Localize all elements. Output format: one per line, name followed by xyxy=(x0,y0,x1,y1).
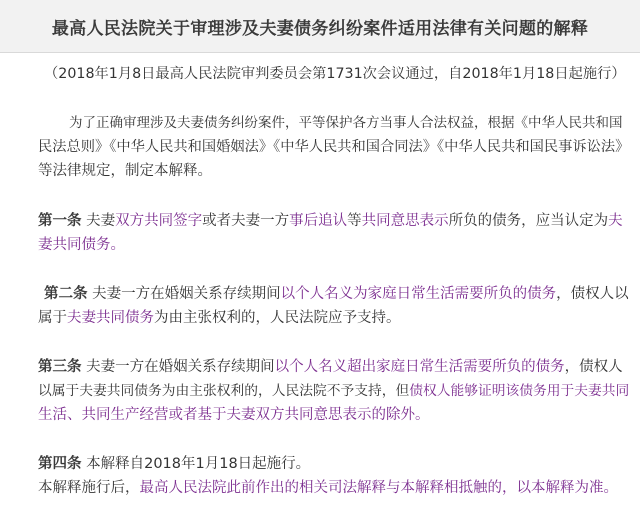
text: 或者夫妻一方 xyxy=(202,213,290,229)
article-3-line-3: 生活、共同生产经营或者基于夫妻双方共同意思表示的除外。 xyxy=(38,407,430,423)
article-3-line-1 xyxy=(38,358,623,376)
highlight: 夫 xyxy=(608,213,623,229)
text: 夫妻一方在婚姻关系存续期间 xyxy=(92,286,281,302)
article-2-label: 第二条 xyxy=(44,286,88,302)
highlight: 最高人民法院此前作出的相关司法解释与本解释相抵触的，以本解释为准。 xyxy=(139,480,618,496)
text: 以属于夫妻共同债务为由主张权利的，人民法院不予支持，但 xyxy=(38,383,410,399)
document-title: 最高人民法院关于审理涉及夫妻债务纠纷案件适用法律有关问题的解释 xyxy=(51,18,589,39)
title-bar xyxy=(0,0,640,53)
article-4-line-2 xyxy=(38,479,618,497)
article-2-line-1 xyxy=(44,285,629,303)
article-3-line-2 xyxy=(38,382,629,400)
highlight: 以个人名义超出家庭日常生活需要所负的债务 xyxy=(274,359,565,375)
text: 夫妻一方在婚姻关系存续期间 xyxy=(86,359,275,375)
highlight: 夫妻共同债务 xyxy=(67,310,154,326)
highlight: 双方共同签字 xyxy=(115,213,203,229)
article-4-line-1 xyxy=(38,455,310,473)
subtitle: （2018年1月8日最高人民法院审判委员会第1731次会议通过，自2018年1月18日起施行） xyxy=(44,66,626,82)
text: 夫妻 xyxy=(86,213,116,229)
intro-line-3: 等法律规定，制定本解释。 xyxy=(38,163,212,179)
text: ，债权人以 xyxy=(556,286,629,302)
article-4-label: 第四条 xyxy=(38,456,82,472)
text: 属于 xyxy=(38,310,67,326)
highlight: 债权人能够证明该债务用于夫妻共同 xyxy=(409,383,630,399)
article-1-label: 第一条 xyxy=(38,213,82,229)
intro-line-2: 民法总则》《中华人民共和国婚姻法》《中华人民共和国合同法》《中华人民共和国民事诉讼法》 xyxy=(38,139,630,155)
article-3-label: 第三条 xyxy=(38,359,82,375)
text: 为由主张权利的，人民法院应予支持。 xyxy=(154,310,401,326)
article-1-line-1 xyxy=(38,212,623,230)
text: 所负的债务，应当认定为 xyxy=(448,213,609,229)
highlight: 事后追认 xyxy=(289,213,348,229)
article-1-line-2: 妻共同债务。 xyxy=(38,237,125,253)
intro-line-1: 为了正确审理涉及夫妻债务纠纷案件，平等保护各方当事人合法权益，根据《中华人民共和国 xyxy=(69,115,623,131)
text: ，债权人 xyxy=(564,359,623,375)
highlight: 共同意思表示 xyxy=(361,213,449,229)
text: 本解释自2018年1月18日起施行。 xyxy=(86,456,311,472)
highlight: 以个人名义为家庭日常生活需要所负的债务 xyxy=(280,286,557,302)
article-2-line-2 xyxy=(38,309,401,327)
text: 等 xyxy=(347,213,362,229)
text: 本解释施行后， xyxy=(38,480,140,496)
